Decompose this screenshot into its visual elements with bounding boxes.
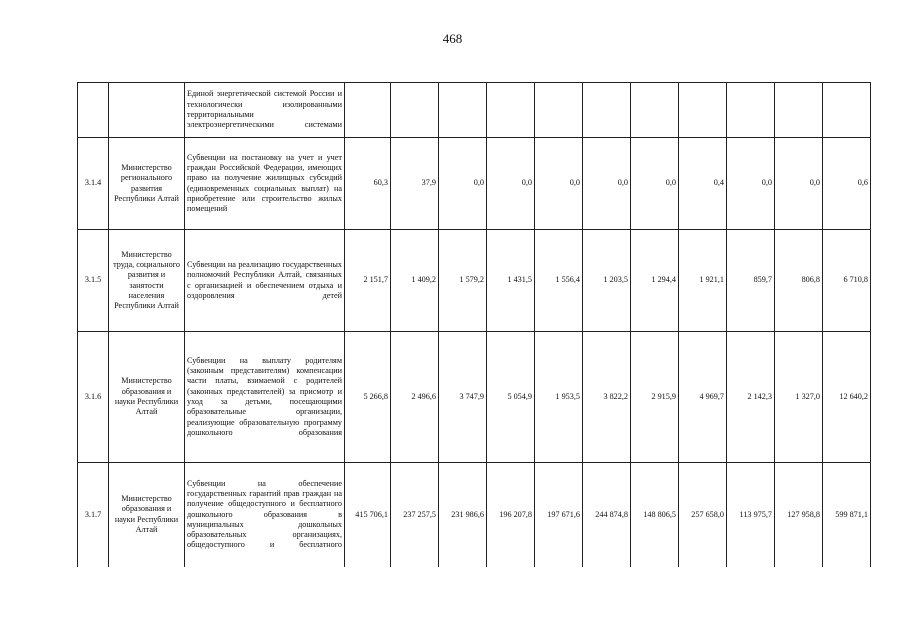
value-cell	[487, 83, 535, 138]
table-row	[78, 138, 871, 230]
value-cell: 1 431,5	[487, 230, 535, 332]
value-cell: 415 706,1	[345, 463, 391, 567]
value-cell: 1 203,5	[583, 230, 631, 332]
value-cell: 12 640,2	[823, 332, 871, 463]
ministry-cell: Министерство труда, социального развития и занятости населения Республики Алтай	[109, 230, 185, 332]
description-cell: Субвенции на реализацию государственных полномочий Республики Алтай, связанных с организацией и обеспечением отдыха и оздоровления детей	[185, 230, 345, 332]
page-number: 468	[442, 31, 463, 46]
value-cell	[727, 83, 775, 138]
value-cell: 1 579,2	[439, 230, 487, 332]
value-cell	[679, 83, 727, 138]
value-cell: 0,0	[631, 138, 679, 230]
value-cell: 2 915,9	[631, 332, 679, 463]
value-cell: 1 327,0	[775, 332, 823, 463]
value-cell: 1 409,2	[391, 230, 439, 332]
ministry-cell: Министерство образования и науки Республики Алтай	[109, 332, 185, 463]
value-cell: 1 556,4	[535, 230, 583, 332]
value-cell: 859,7	[727, 230, 775, 332]
value-cell: 148 806,5	[631, 463, 679, 567]
value-cell: 127 958,8	[775, 463, 823, 567]
table-row	[78, 230, 871, 332]
value-cell: 2 496,6	[391, 332, 439, 463]
value-cell	[535, 83, 583, 138]
value-cell	[391, 83, 439, 138]
value-cell: 0,0	[727, 138, 775, 230]
row-number-cell: 3.1.4	[78, 138, 109, 230]
value-cell	[823, 83, 871, 138]
value-cell: 599 871,1	[823, 463, 871, 567]
row-number-cell: 3.1.5	[78, 230, 109, 332]
table-row	[78, 83, 871, 138]
value-cell: 0,0	[535, 138, 583, 230]
description-cell: Субвенции на постановку на учет и учет граждан Российской Федерации, имеющих право на получение жилищных субсидий (единовременных социальных выплат) на приобретение или строительство жилых помещений	[185, 138, 345, 230]
value-cell: 37,9	[391, 138, 439, 230]
description-cell: Субвенции на обеспечение государственных гарантий прав граждан на получение общедоступного и бесплатного дошкольного образования в муниципальных дошкольных образовательных организациях, общедоступного и бесплатного	[185, 463, 345, 567]
value-cell: 2 151,7	[345, 230, 391, 332]
value-cell: 231 986,6	[439, 463, 487, 567]
ministry-cell: Министерство регионального развития Республики Алтай	[109, 138, 185, 230]
value-cell	[631, 83, 679, 138]
value-cell: 806,8	[775, 230, 823, 332]
value-cell: 0,0	[775, 138, 823, 230]
description-cell: Субвенции на выплату родителям (законным представителям) компенсации части платы, взимаемой с родителей (законных представителей) за присмотр и уход за детьми, посещающими образовательные организации, реализующие образовательную программу дошкольного образования	[185, 332, 345, 463]
value-cell: 237 257,5	[391, 463, 439, 567]
value-cell: 1 921,1	[679, 230, 727, 332]
value-cell: 0,0	[487, 138, 535, 230]
row-number-cell: 3.1.7	[78, 463, 109, 567]
value-cell: 5 054,9	[487, 332, 535, 463]
table-row	[78, 332, 871, 463]
description-cell: Единой энергетической системой России и технологически изолированными территориальными электроэнергетическими системами	[185, 83, 345, 138]
row-number-cell: 3.1.6	[78, 332, 109, 463]
value-cell: 0,0	[439, 138, 487, 230]
value-cell: 0,6	[823, 138, 871, 230]
value-cell	[345, 83, 391, 138]
value-cell: 3 822,2	[583, 332, 631, 463]
value-cell: 2 142,3	[727, 332, 775, 463]
value-cell	[775, 83, 823, 138]
value-cell: 257 658,0	[679, 463, 727, 567]
ministry-cell	[109, 83, 185, 138]
table-body	[78, 83, 871, 567]
value-cell: 5 266,8	[345, 332, 391, 463]
value-cell: 0,4	[679, 138, 727, 230]
value-cell	[439, 83, 487, 138]
value-cell: 1 953,5	[535, 332, 583, 463]
ministry-cell: Министерство образования и науки Республики Алтай	[109, 463, 185, 567]
value-cell: 6 710,8	[823, 230, 871, 332]
value-cell: 1 294,4	[631, 230, 679, 332]
value-cell: 3 747,9	[439, 332, 487, 463]
value-cell: 244 874,8	[583, 463, 631, 567]
row-number-cell	[78, 83, 109, 138]
value-cell	[583, 83, 631, 138]
value-cell: 0,0	[583, 138, 631, 230]
value-cell: 196 207,8	[487, 463, 535, 567]
value-cell: 60,3	[345, 138, 391, 230]
table-row	[78, 463, 871, 567]
value-cell: 4 969,7	[679, 332, 727, 463]
value-cell: 197 671,6	[535, 463, 583, 567]
budget-table	[77, 82, 871, 567]
value-cell: 113 975,7	[727, 463, 775, 567]
